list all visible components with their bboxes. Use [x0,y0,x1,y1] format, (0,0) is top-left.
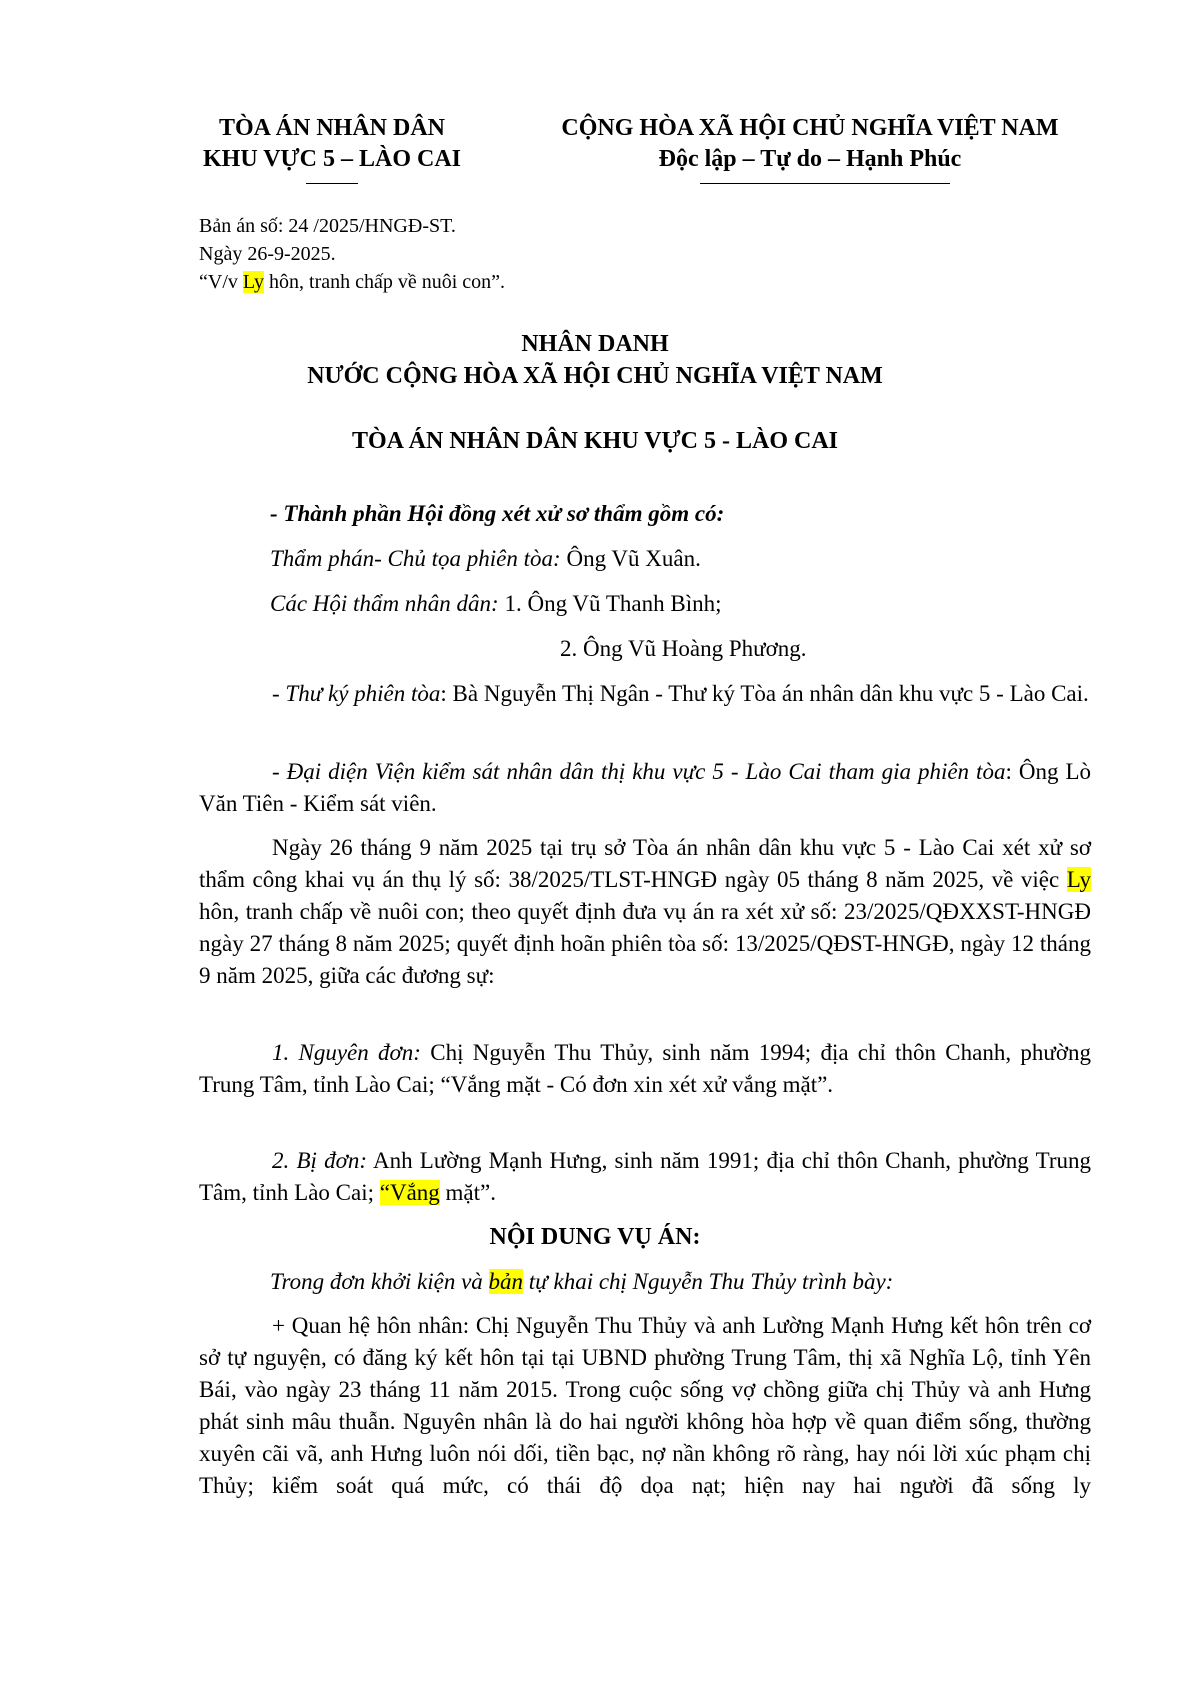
highlight: Ly [242,271,265,293]
nation-header-underline [700,183,950,184]
nation-header [530,113,1090,175]
in-the-name-line1: NHÂN DANH [521,331,669,357]
court-header [182,113,482,175]
court-title: TÒA ÁN NHÂN DÂN KHU VỰC 5 - LÀO CAI [351,428,838,454]
highlight: “Vắng [379,1180,440,1205]
court-header-underline [306,183,358,184]
clerk-paragraph: - Thư ký phiên tòa: Bà Nguyễn Thị Ngân - Thư ký Tòa án nhân dân khu vực 5 - Lào Cai. [272,681,1089,706]
plaintiff-paragraph: 1. Nguyên đơn: Chị Nguyễn Thu Thủy, sinh năm 1994; địa chỉ thôn Chanh, phường Trung Tâm, tỉnh Lào Cai; “Vắng mặt - Có đơn xin xét xử vắng mặt”. [199,1040,1091,1097]
hearing-paragraph: Ngày 26 tháng 9 năm 2025 tại trụ sở Tòa án nhân dân khu vực 5 - Lào Cai xét xử sơ thẩm công khai vụ án thụ lý số: 38/2025/TLST-HNGĐ ngày 05 tháng 8 năm 2025, về việc Ly hôn, tranh chấp về nuôi con; theo quyết định đưa vụ án ra xét xử số: 23/2025/QĐXXST-HNGĐ ngày 27 tháng 8 năm 2025; quyết định hoãn phiên tòa số: 13/2025/QĐST-HNGĐ, ngày 12 tháng 9 năm 2025, giữa các đương sự: [199,835,1091,988]
court-name-line2: KHU VỰC 5 – LÀO CAI [202,146,461,172]
nation-name: CỘNG HÒA XÃ HỘI CHỦ NGHĨA VIỆT NAM [561,115,1059,141]
judgment-number: Bản án số: 24 /2025/HNGĐ-ST. [199,215,456,237]
marriage-paragraph: + Quan hệ hôn nhân: Chị Nguyễn Thu Thủy và anh Lường Mạnh Hưng kết hôn trên cơ sở tự nguyện, có đăng ký kết hôn tại tại UBND phường Trung Tâm, thị xã Nghĩa Lộ, tỉnh Yên Bái, vào ngày 23 tháng 11 năm 2015. Trong cuộc sống vợ chồng giữa chị Thủy và anh Hưng phát sinh mâu thuẫn. Nguyên nhân là do hai người không hòa hợp về quan điểm sống, thường xuyên cãi vã, anh Hưng luôn nói dối, tiền bạc, nợ nần không rõ ràng, hay nói lời xúc phạm chị Thủy; kiểm soát quá mức, có thái độ dọa nạt; hiện nay hai người đã sống ly [199,1313,1091,1498]
assessor-2-line: 2. Ông Vũ Hoàng Phương. [560,636,807,661]
highlight: Ly [1066,867,1091,892]
assessors-line: Các Hội thẩm nhân dân: 1. Ông Vũ Thanh Bình; [270,591,722,616]
defendant-paragraph: 2. Bị đơn: Anh Lường Mạnh Hưng, sinh năm 1991; địa chỉ thôn Chanh, phường Trung Tâm, tỉnh Lào Cai; “Vắng mặt”. [199,1148,1091,1205]
judgment-meta [199,212,505,296]
panel-heading: - Thành phần Hội đồng xét xử sơ thẩm gồm có: [270,501,725,526]
highlight: bản [488,1269,524,1294]
nation-motto: Độc lập – Tự do – Hạnh Phúc [658,146,962,172]
in-the-name-line2: NƯỚC CỘNG HÒA XÃ HỘI CHỦ NGHĨA VIỆT NAM [307,363,883,389]
judgment-subject: “V/v Ly hôn, tranh chấp về nuôi con”. [199,271,506,293]
judge-line: Thẩm phán- Chủ tọa phiên tòa: Ông Vũ Xuân. [270,546,701,571]
court-name-line1: TÒA ÁN NHÂN DÂN [218,115,445,141]
judgment-date: Ngày 26-9-2025. [199,243,336,265]
case-content-heading: NỘI DUNG VỤ ÁN: [489,1224,701,1250]
content-intro: Trong đơn khởi kiện và bản tự khai chị Nguyễn Thu Thủy trình bày: [270,1269,894,1294]
procurator-paragraph: - Đại diện Viện kiểm sát nhân dân thị khu vực 5 - Lào Cai tham gia phiên tòa: Ông Lò Văn Tiên - Kiểm sát viên. [199,759,1091,816]
in-the-name-block [0,328,1190,392]
